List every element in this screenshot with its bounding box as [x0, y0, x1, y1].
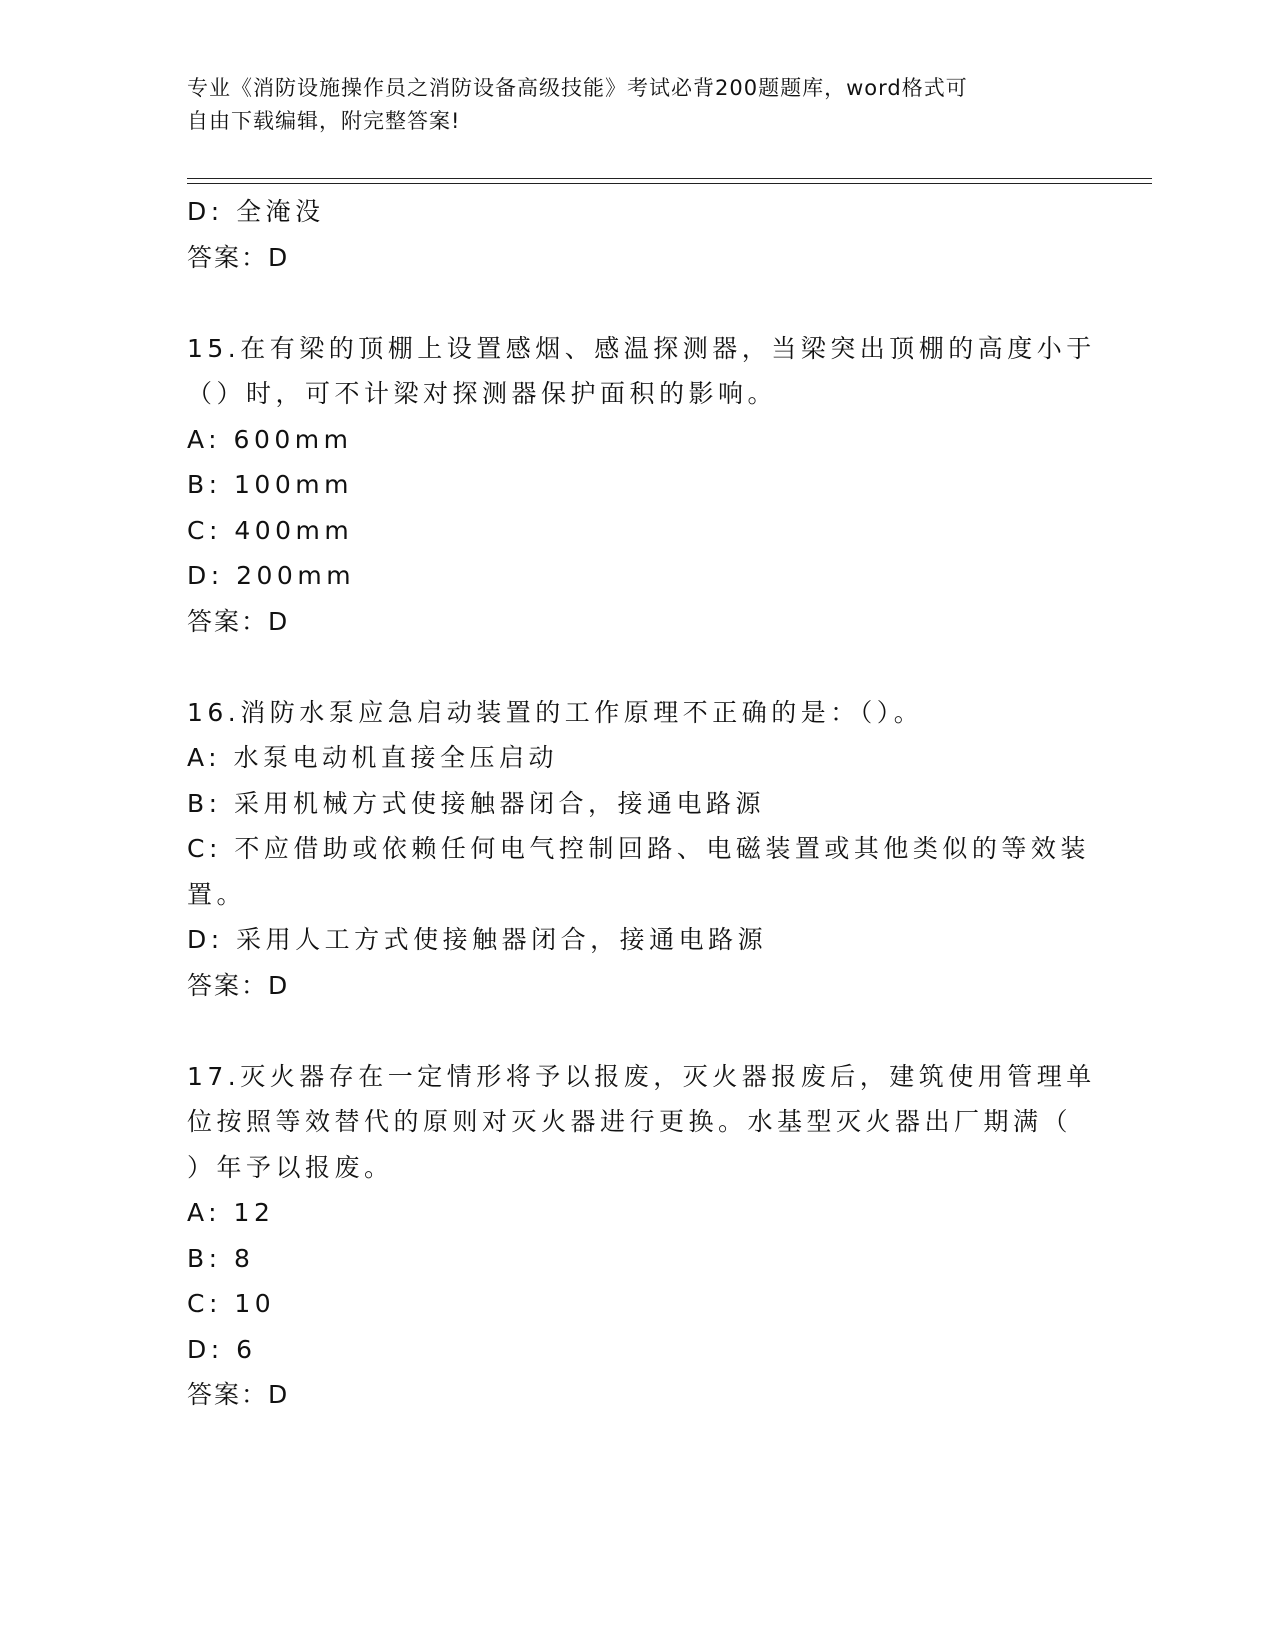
question-15 [187, 326, 1096, 645]
answer-line: 答案：D [187, 1380, 290, 1409]
question-content [187, 189, 1096, 1418]
answer-line: 答案：D [187, 242, 290, 272]
question-17 [187, 1054, 1096, 1418]
option-c: C: 不应借助或依赖任何电气控制回路、电磁装置或其他类似的等效装 [187, 834, 1090, 863]
answer-line: 答案：D [187, 970, 290, 1000]
option-a: A: 12 [187, 1198, 275, 1227]
option-a: A: 600mm [187, 424, 353, 454]
option-a: A: 水泵电动机直接全压启动 [187, 743, 559, 772]
question-text-line: 15.在有梁的顶棚上设置感烟、感温探测器，当梁突出顶棚的高度小于 [187, 333, 1096, 363]
question-text-line: 位按照等效替代的原则对灭火器进行更换。水基型灭火器出厂期满（ [187, 1107, 1073, 1136]
option-b: B: 100mm [187, 470, 353, 499]
option-b: B: 采用机械方式使接触器闭合，接通电路源 [187, 788, 766, 818]
question-text-line: 17.灭火器存在一定情形将予以报废，灭火器报废后，建筑使用管理单 [187, 1061, 1096, 1091]
header-divider-top [187, 178, 1152, 179]
question-text-line: （）时，可不计梁对探测器保护面积的影响。 [187, 379, 778, 408]
option-d: D: 200mm [187, 561, 356, 590]
header-divider-bottom [187, 183, 1152, 184]
question-text-line: ）年予以报废。 [187, 1152, 394, 1182]
option-c: C: 10 [187, 1289, 276, 1318]
previous-question-tail [187, 189, 1077, 280]
option-d: D: 6 [187, 1334, 257, 1364]
question-16 [187, 690, 1090, 1009]
option-b: B: 8 [187, 1243, 255, 1273]
option-d: D: 采用人工方式使接触器闭合，接通电路源 [187, 925, 768, 954]
header-line-2: 自由下载编辑，附完整答案! [187, 109, 461, 133]
option-c-continued: 置。 [187, 879, 247, 909]
page-header [187, 72, 1067, 138]
option-d: D: 全淹没 [187, 197, 325, 226]
option-c: C: 400mm [187, 515, 354, 545]
answer-line: 答案：D [187, 606, 290, 636]
header-line-1: 专业《消防设施操作员之消防设备高级技能》考试必背200题题库，word格式可 [187, 76, 968, 100]
question-text-line: 16.消防水泵应急启动装置的工作原理不正确的是：（）。 [187, 697, 924, 727]
